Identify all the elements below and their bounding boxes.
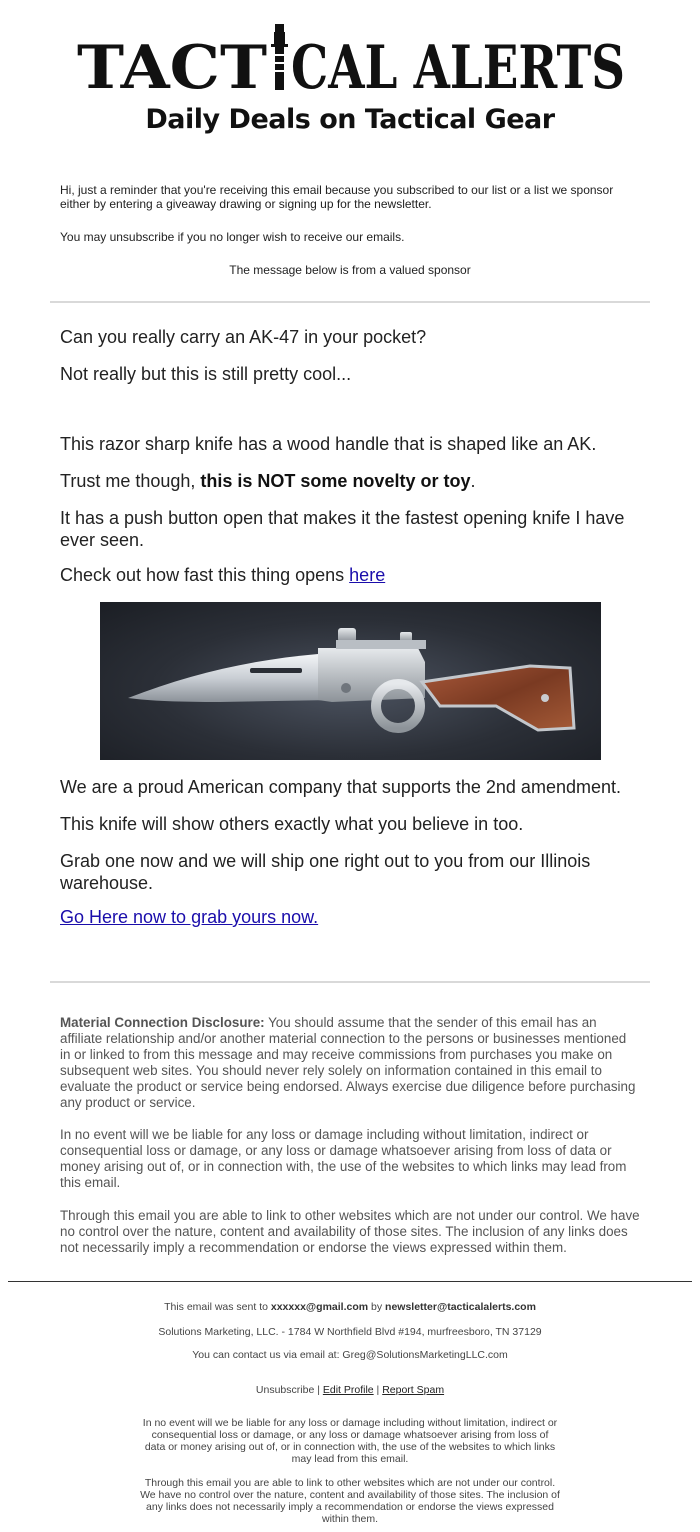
email-header [0, 0, 700, 150]
message-paragraph: Can you really carry an AK-47 in your pocket? [60, 327, 427, 347]
unsubscribe-link[interactable]: Unsubscribe [255, 1384, 315, 1396]
liability-disclaimer: In no event will we be liable for any loss or damage including without limitation, indirect or consequential loss or damage, or any loss or damage whatsoever arising from loss of data or money arising out of, or in connection with, the use of the websites to which links may lead from this email. [60, 1127, 627, 1190]
message-paragraph: This knife will show others exactly what you believe in too. [60, 814, 524, 834]
message-text: Trust me though, [60, 471, 201, 491]
message-paragraph [60, 564, 650, 586]
message-paragraph [60, 470, 650, 492]
footer-links-disclaimer: Through this email you are able to link to other websites which are not under our control. We have no control over the nature, content and availability of those sites. The inclusion of any links does not necessarily imply a recommendation or endorse the views expressed within them. [140, 1477, 560, 1525]
footer-text: by [368, 1301, 386, 1313]
external-links-disclaimer: Through this email you are able to link to other websites which are not under our control. We have no control over the nature, content and availability of those sites. The inclusion of any links does not necessarily imply a recommendation or endorse the views expressed within them. [60, 1208, 640, 1255]
message-paragraph: Not really but this is still pretty cool... [60, 364, 352, 384]
message-paragraph: It has a push button open that makes it the fastest opening knife I have ever seen. [60, 508, 625, 550]
bullet-icon [271, 24, 288, 90]
logo-text-right: CAL ALERTS [291, 33, 625, 103]
edit-profile-link[interactable]: Edit Profile [322, 1384, 374, 1396]
footer-links [0, 1384, 700, 1396]
product-image[interactable] [100, 602, 601, 760]
company-address: Solutions Marketing, LLC. - 1784 W Northfield Blvd #194, murfreesboro, TN 37129 [158, 1326, 542, 1338]
subscription-notice: Hi, just a reminder that you're receiving this email because you subscribed to our list or a list we sponsor either by entering a giveaway drawing or signing up for the newsletter. [60, 183, 614, 211]
message-paragraph [60, 906, 650, 928]
disclosure-text: You should assume that the sender of this email has an affiliate relationship and/or another material connection to the persons or businesses mentioned in or linked to from this message and may receive commissions from purchases you make on subsequent web sites. You should never rely solely on information contained in this email to evaluate the product or service being endorsed. Always exercise due diligence before purchasing any product or service. [60, 1015, 636, 1110]
message-text: Check out how fast this thing opens [60, 565, 350, 585]
divider [50, 301, 650, 303]
disclosure-title: Material Connection Disclosure: [60, 1015, 265, 1030]
cta-link[interactable]: Go Here now to grab yours now. [60, 907, 319, 927]
tactical-alerts-logo [75, 14, 627, 104]
video-link[interactable]: here [349, 565, 386, 585]
footer-text: This email was sent to [164, 1301, 271, 1313]
message-paragraph: We are a proud American company that supports the 2nd amendment. [60, 777, 621, 797]
message-emphasis: this is NOT some novelty or toy [200, 471, 471, 491]
footer-liability: In no event will we be liable for any loss or damage including without limitation, indirect or consequential loss or damage, or any loss or damage whatsoever arising from loss of data or money arising out of, or in connection with, the use of the websites to which links may lead from this email. [142, 1417, 558, 1465]
footer-divider [8, 1281, 692, 1282]
knife-icon [100, 602, 601, 760]
link-separator: | [373, 1384, 383, 1396]
message-text: . [470, 471, 476, 491]
recipient-email: xxxxxx@gmail.com [270, 1301, 369, 1313]
divider [50, 981, 650, 983]
link-separator: | [314, 1384, 323, 1396]
sponsor-notice: The message below is from a valued sponsor [229, 263, 471, 277]
material-disclosure [60, 1015, 640, 1111]
sender-email: newsletter@tacticalalerts.com [385, 1301, 536, 1313]
sent-to-line [0, 1301, 700, 1313]
unsubscribe-notice: You may unsubscribe if you no longer wish to receive our emails. [60, 230, 405, 244]
report-spam-link[interactable]: Report Spam [382, 1384, 445, 1396]
logo-text-left: TACT [77, 33, 268, 103]
message-paragraph: Grab one now and we will ship one right out to you from our Illinois warehouse. [60, 851, 591, 893]
logo-tagline: Daily Deals on Tactical Gear [145, 104, 555, 135]
message-paragraph: This razor sharp knife has a wood handle that is shaped like an AK. [60, 434, 597, 454]
contact-line: You can contact us via email at: Greg@SolutionsMarketingLLC.com [192, 1349, 508, 1361]
